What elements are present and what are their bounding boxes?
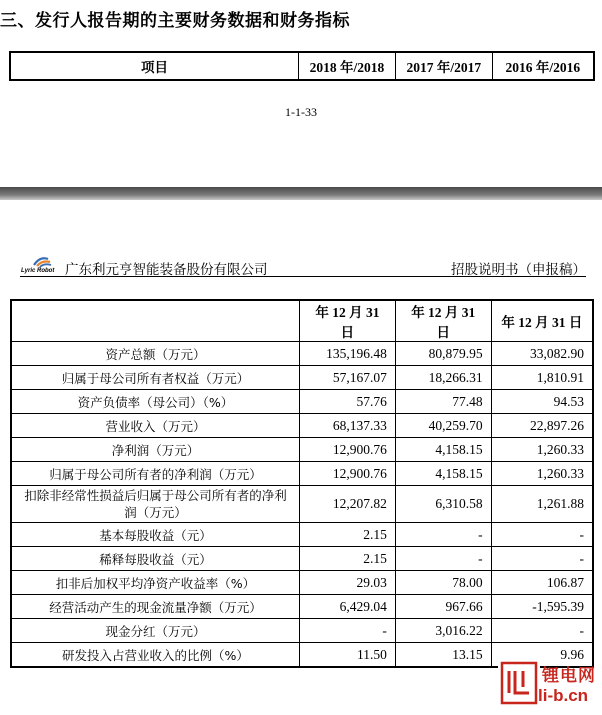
row-label: 扣非后加权平均净资产收益率（%） [11,571,299,595]
table-header-row [11,300,593,342]
header-rule [20,276,586,277]
value-2016: 106.87 [491,571,593,595]
header-col-2017: 2017 年/2017 [395,52,492,80]
row-label: 营业收入（万元） [11,414,299,438]
row-label: 资产负债率（母公司）（%） [11,390,299,414]
row-label: 资产总额（万元） [11,342,299,366]
value-2017: 967.66 [395,595,491,619]
value-2016: - [491,547,593,571]
value-2017: 80,879.95 [395,342,491,366]
watermark [498,657,602,715]
value-2016: 9.96 [491,643,593,668]
value-2018: - [299,619,395,643]
table-row [11,486,593,523]
table-header-blank [11,300,299,342]
header-table [9,51,595,81]
row-label: 净利润（万元） [11,438,299,462]
value-2016: 1,810.91 [491,366,593,390]
value-2018: 12,900.76 [299,438,395,462]
table-row [11,342,593,366]
header-col-2018: 2018 年/2018 [299,52,396,80]
table-header-2018: 年 12 月 31 日 [299,300,395,342]
watermark-logo-icon [498,659,540,707]
value-2018: 29.03 [299,571,395,595]
value-2017: 6,310.58 [395,486,491,523]
value-2017: 40,259.70 [395,414,491,438]
value-2017: - [395,547,491,571]
table-row [11,438,593,462]
page-number: 1-1-33 [285,105,317,119]
company-name: 广东利元亨智能装备股份有限公司 [65,262,268,278]
value-2016: 1,261.88 [491,486,593,523]
value-2018: 2.15 [299,547,395,571]
header-table-row [10,52,594,80]
row-label: 归属于母公司所有者权益（万元） [11,366,299,390]
page-break-divider [0,187,602,200]
row-label: 稀释每股收益（元） [11,547,299,571]
document-type: 招股说明书（申报稿） [451,262,586,278]
table-row [11,414,593,438]
value-2016: 94.53 [491,390,593,414]
table-header-2017: 年 12 月 31 日 [395,300,491,342]
value-2016: 33,082.90 [491,342,593,366]
table-row [11,547,593,571]
header-col-item: 项目 [10,52,299,80]
value-2017: 3,016.22 [395,619,491,643]
page-header [20,253,586,277]
header-col-2016: 2016 年/2016 [492,52,594,80]
value-2018: 12,900.76 [299,462,395,486]
value-2018: 6,429.04 [299,595,395,619]
value-2018: 12,207.82 [299,486,395,523]
table-row [11,366,593,390]
value-2018: 2.15 [299,523,395,547]
table-row [11,595,593,619]
table-header-2016: 年 12 月 31 日 [491,300,593,342]
value-2017: 78.00 [395,571,491,595]
row-label: 现金分红（万元） [11,619,299,643]
value-2017: 4,158.15 [395,462,491,486]
table-row [11,462,593,486]
row-label: 基本每股收益（元） [11,523,299,547]
value-2016: - [491,523,593,547]
company-logo [20,253,68,277]
value-2017: 77.48 [395,390,491,414]
section-title: 三、发行人报告期的主要财务数据和财务指标 [0,11,350,31]
value-2017: - [395,523,491,547]
table-row [11,571,593,595]
watermark-cn-text: 锂电网 [542,666,596,686]
value-2016: 1,260.33 [491,462,593,486]
value-2016: 1,260.33 [491,438,593,462]
watermark-en-text: li-b.cn [538,686,589,705]
financial-data-table [10,299,594,668]
value-2018: 135,196.48 [299,342,395,366]
value-2018: 68,137.33 [299,414,395,438]
value-2018: 11.50 [299,643,395,668]
value-2017: 4,158.15 [395,438,491,462]
value-2017: 13.15 [395,643,491,668]
value-2016: 22,897.26 [491,414,593,438]
row-label: 归属于母公司所有者的净利润（万元） [11,462,299,486]
row-label: 研发投入占营业收入的比例（%） [11,643,299,668]
value-2018: 57.76 [299,390,395,414]
table-row [11,390,593,414]
value-2018: 57,167.07 [299,366,395,390]
logo-text: Lyric Robot [21,268,55,274]
value-2016: -1,595.39 [491,595,593,619]
table-row [11,619,593,643]
row-label: 经营活动产生的现金流量净额（万元） [11,595,299,619]
value-2017: 18,266.31 [395,366,491,390]
value-2016: - [491,619,593,643]
row-label: 扣除非经常性损益后归属于母公司所有者的净利润（万元） [11,486,299,523]
table-row [11,523,593,547]
